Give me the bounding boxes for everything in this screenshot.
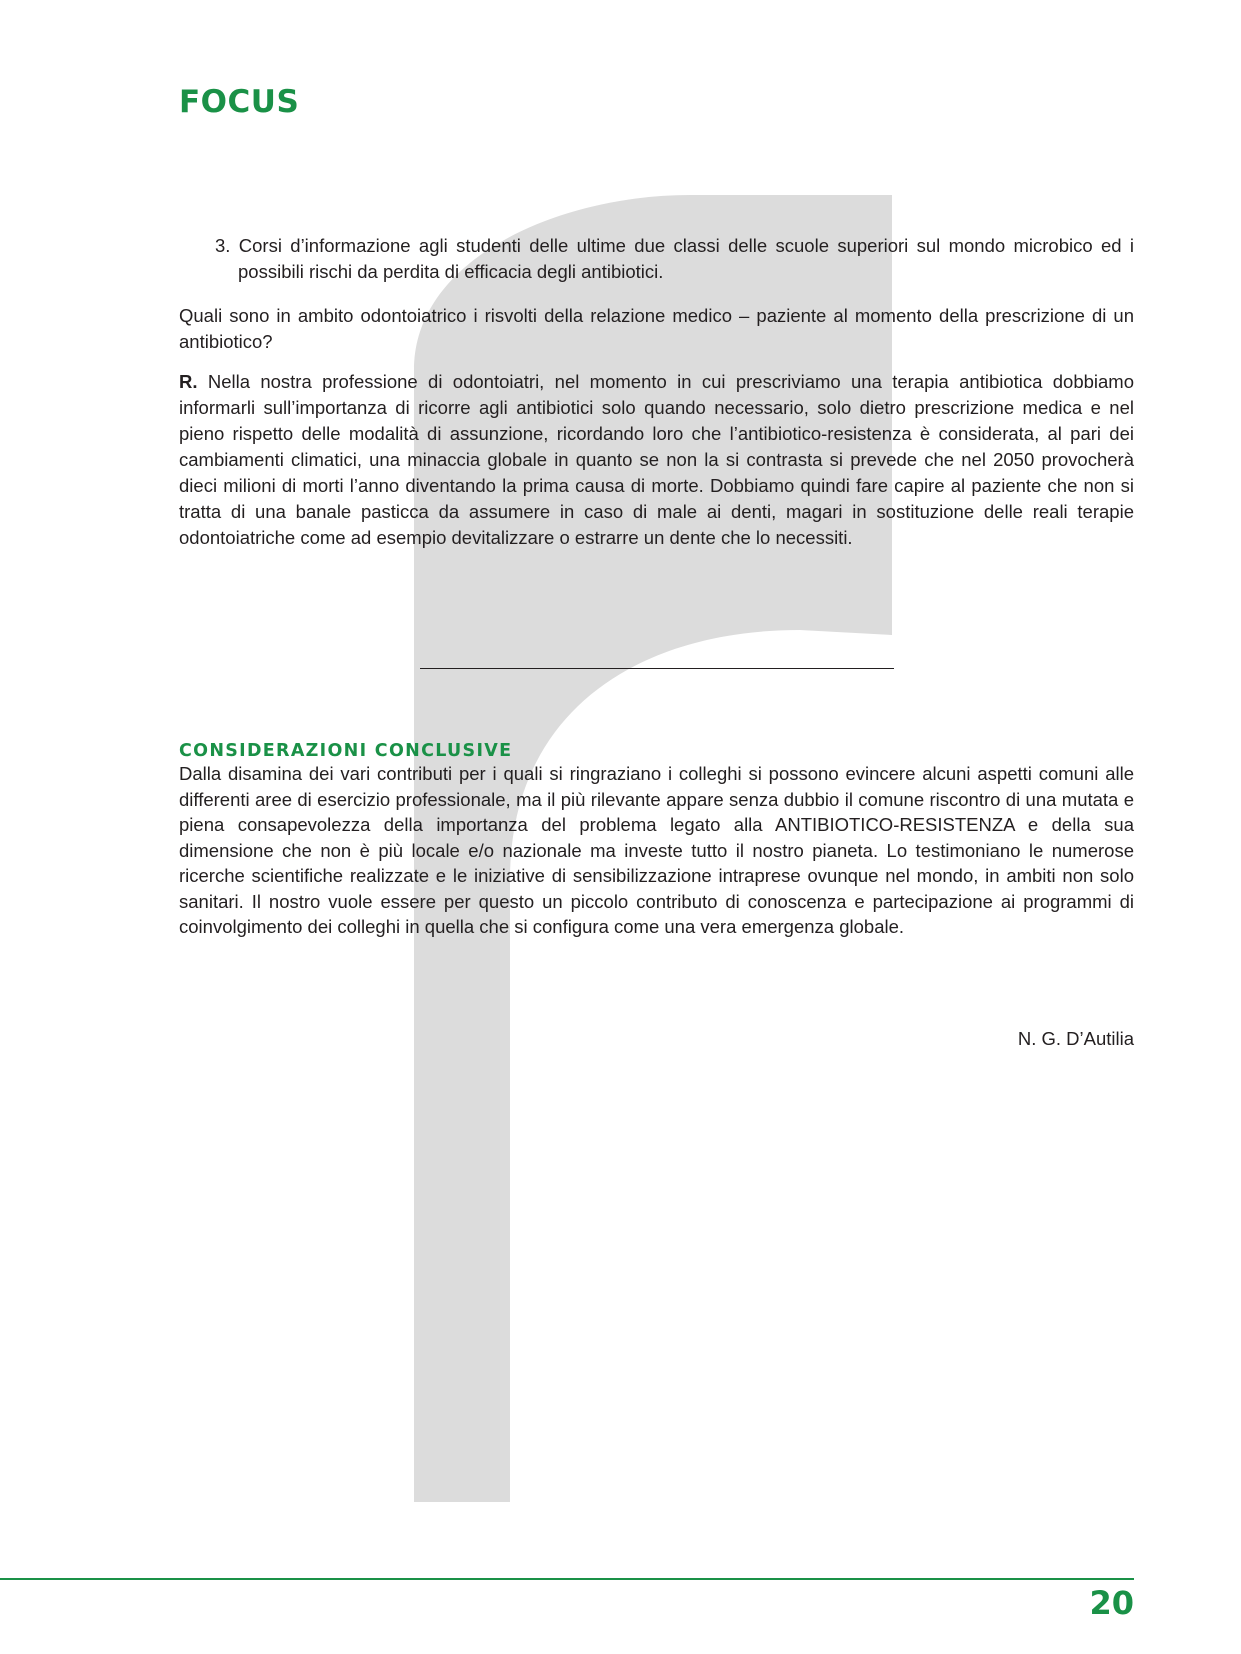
article-body <box>179 233 1134 551</box>
conclusion-section <box>179 741 1134 940</box>
interview-question: Quali sono in ambito odontoiatrico i risvolti della relazione medico – paziente al momento della prescrizione di un antibiotico? <box>179 305 1134 352</box>
list-item-number: 3. <box>215 235 231 256</box>
answer-marker: R. <box>179 371 198 392</box>
list-item-text: Corsi d’informazione agli studenti delle ultime due classi delle scuole superiori sul mondo microbico ed i possibili rischi da perdita di efficacia degli antibiotici. <box>238 235 1135 282</box>
footer-rule <box>0 1578 1134 1580</box>
page-number: 20 <box>1089 1584 1134 1622</box>
section-title: FOCUS <box>179 84 300 120</box>
answer-text: Nella nostra professione di odontoiatri, nel momento in cui prescriviamo una terapia antibiotica dobbiamo informarli sull’importanza di ricorre agli antibiotici solo quando necessario, solo dietro prescrizione medica e nel pieno rispetto delle modalità di assunzione, ricordando loro che l’antibiotico-resistenza è considerata, al pari dei cambiamenti climatici, una minaccia globale in quanto se non la si contrasta si prevede che nel 2050 provocherà dieci milioni di morti l’anno diventando la prima causa di morte. Dobbiamo quindi fare capire al paziente che non si tratta di una banale pasticca da assumere in caso di male ai denti, magari in sostituzione delle reali terapie odontoiatriche come ad esempio devitalizzare o estrarre un dente che lo necessiti. <box>179 371 1135 548</box>
conclusion-text: Dalla disamina dei vari contributi per i quali si ringraziano i colleghi si possono evincere alcuni aspetti comuni alle differenti aree di esercizio professionale, ma il più rilevante appare senza dubbio il comune riscontro di una mutata e piena consapevolezza della importanza del problema legato alla ANTIBIOTICO-RESISTENZA e della sua dimensione che non è più locale e/o nazionale ma investe tutto il nostro pianeta. Lo testimoniano le numerose ricerche scientifiche realizzate e le iniziative di sensibilizzazione intraprese ovunque nel mondo, in ambiti non solo sanitari. Il nostro vuole essere per questo un piccolo contributo di conoscenza e partecipazione ai programmi di coinvolgimento dei colleghi in quella che si configura come una vera emergenza globale. <box>179 763 1134 937</box>
section-divider <box>420 668 894 669</box>
list-item <box>215 233 1134 285</box>
interview-answer <box>179 369 1134 551</box>
author-signature: N. G. D’Autilia <box>1017 1028 1134 1049</box>
conclusion-heading: CONSIDERAZIONI CONCLUSIVE <box>179 741 513 761</box>
